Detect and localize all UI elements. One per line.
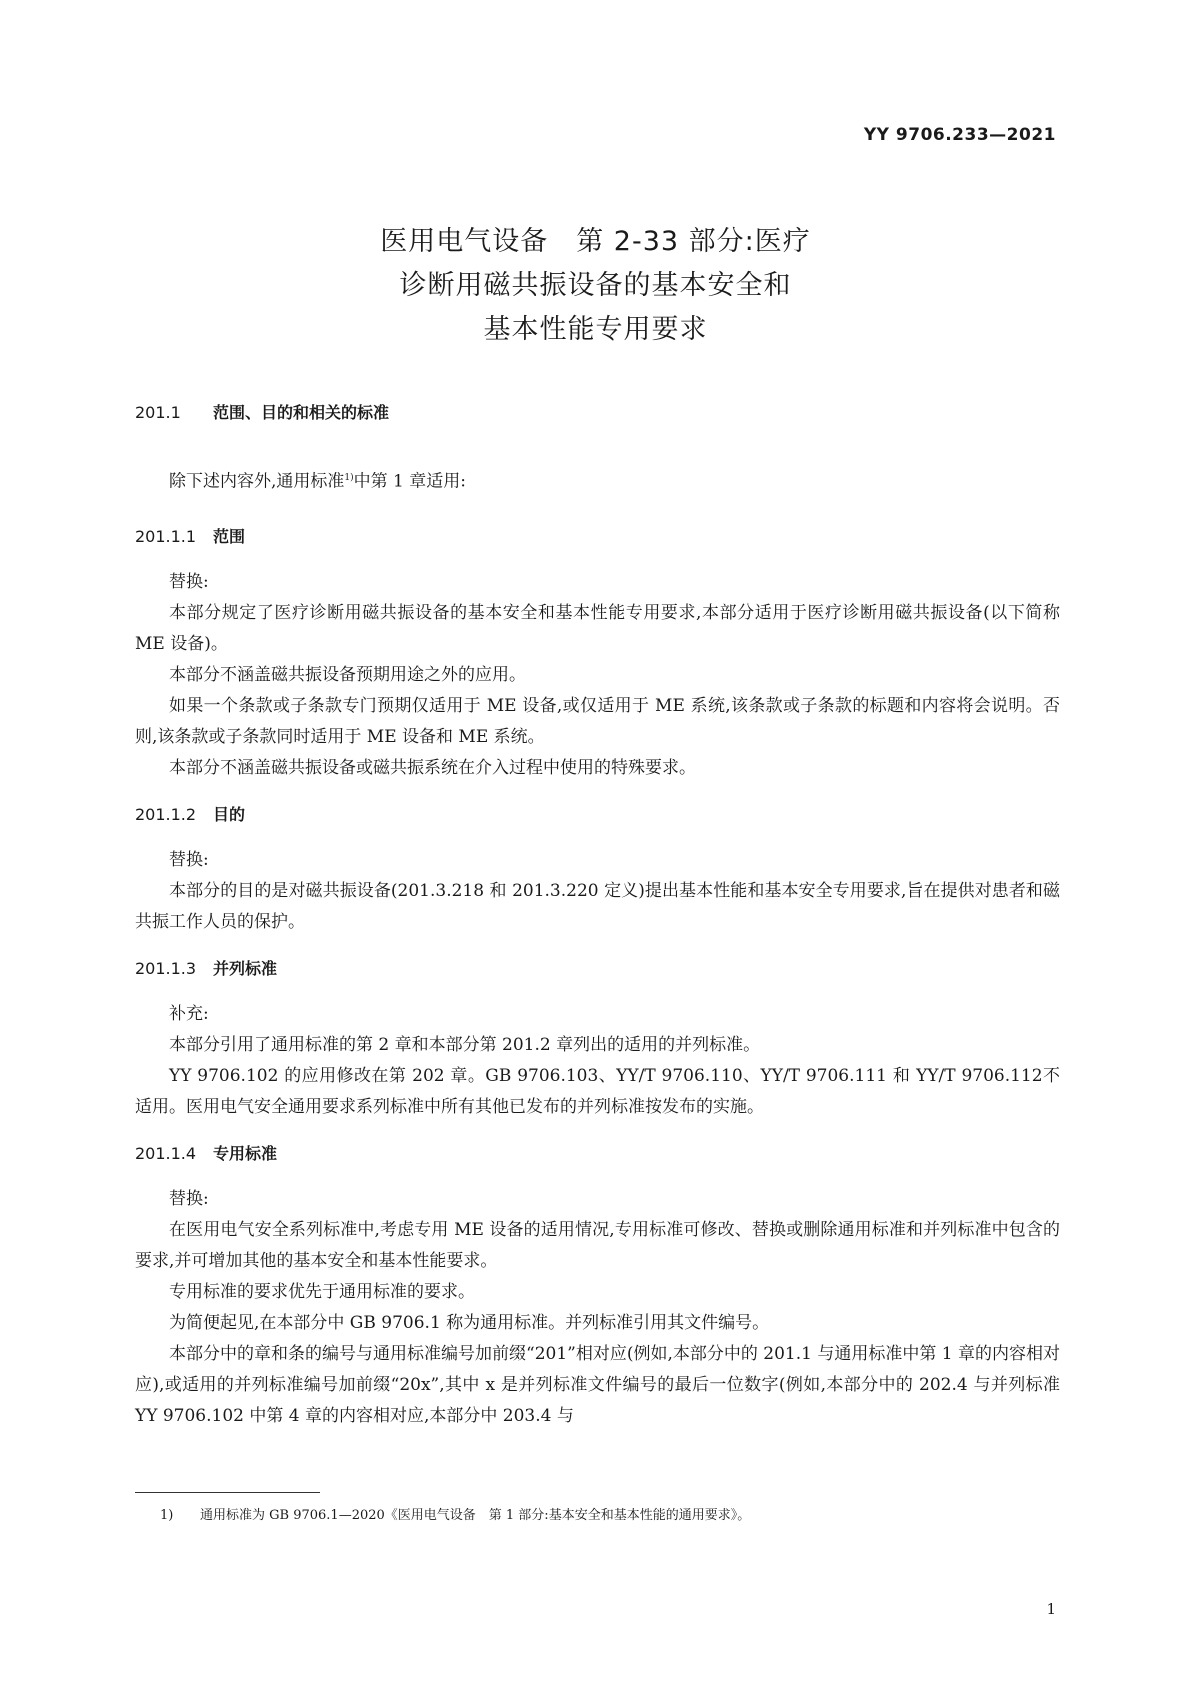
paragraph: 本部分不涵盖磁共振设备或磁共振系统在介入过程中使用的特殊要求。 [169, 757, 696, 778]
paragraph: 为简便起见,在本部分中 GB 9706.1 称为通用标准。并列标准引用其文件编号。 [169, 1312, 770, 1333]
footnote-divider [135, 1492, 320, 1493]
page-number: 1 [1046, 1600, 1056, 1618]
paragraph: 专用标准的要求优先于通用标准的要求。 [169, 1281, 475, 1302]
standard-number: YY 9706.233—2021 [863, 125, 1056, 145]
paragraph: 本部分中的章和条的编号与通用标准编号加前缀“201”相对应(例如,本部分中的 201.1 与通用标准中第 1 章的内容相对应),或适用的并列标准编号加前缀“20x”,其中 x 是并列标准文件编号的最后一位数字(例如,本部分中的 202.4 与并列标准 YY 9706.102 中第 4 章的内容相对应,本部分中 203.4 与 [135, 1343, 1060, 1426]
paragraph: 在医用电气安全系列标准中,考虑专用 ME 设备的适用情况,专用标准可修改、替换或删除通用标准和并列标准中包含的要求,并可增加其他的基本安全和基本性能要求。 [135, 1219, 1060, 1271]
paragraph: 本部分的目的是对磁共振设备(201.3.218 和 201.3.220 定义)提出基本性能和基本安全专用要求,旨在提供对患者和磁共振工作人员的保护。 [135, 880, 1060, 932]
paragraph: 如果一个条款或子条款专门预期仅适用于 ME 设备,或仅适用于 ME 系统,该条款或子条款的标题和内容将会说明。否则,该条款或子条款同时适用于 ME 设备和 ME 系统。 [135, 695, 1060, 747]
section-201-1-3-heading: 201.1.3 并列标准 [135, 958, 278, 978]
section-201-1-intro: 除下述内容外,通用标准$^{1)}$中第 1 章适用: [169, 471, 467, 492]
document-title [0, 220, 1191, 352]
footnote-ref: 1) [344, 473, 354, 483]
section-201-1-1-heading: 201.1.1 范围 [135, 526, 246, 546]
paragraph: 替换: [169, 849, 209, 870]
paragraph: 替换: [169, 571, 209, 592]
title-line-1: 医用电气设备 第 2-33 部分:医疗 [380, 226, 811, 257]
paragraph: 替换: [169, 1188, 209, 1209]
section-201-1-heading: 201.1 范围、目的和相关的标准 [135, 403, 390, 422]
paragraph: 本部分不涵盖磁共振设备预期用途之外的应用。 [169, 664, 526, 685]
paragraph: YY 9706.102 的应用修改在第 202 章。GB 9706.103、YY/T 9706.110、YY/T 9706.111 和 YY/T 9706.112不适用。医用电气安全通用要求系列标准中所有其他已发布的并列标准按发布的实施。 [135, 1065, 1060, 1117]
paragraph: 补充: [169, 1003, 209, 1024]
title-line-3: 基本性能专用要求 [483, 314, 708, 345]
title-line-2: 诊断用磁共振设备的基本安全和 [399, 270, 792, 301]
section-201-1-2-heading: 201.1.2 目的 [135, 804, 246, 824]
body-content [135, 400, 1060, 1432]
footnote-text: 通用标准为 GB 9706.1—2020《医用电气设备 第 1 部分:基本安全和基本性能的通用要求》。 [200, 1508, 751, 1523]
paragraph: 本部分规定了医疗诊断用磁共振设备的基本安全和基本性能专用要求,本部分适用于医疗诊断用磁共振设备(以下简称 ME 设备)。 [135, 602, 1060, 654]
footnote-mark: 1) [160, 1508, 174, 1523]
footnote [160, 1504, 750, 1523]
paragraph: 本部分引用了通用标准的第 2 章和本部分第 201.2 章列出的适用的并列标准。 [169, 1034, 761, 1055]
section-201-1-4-heading: 201.1.4 专用标准 [135, 1143, 278, 1163]
